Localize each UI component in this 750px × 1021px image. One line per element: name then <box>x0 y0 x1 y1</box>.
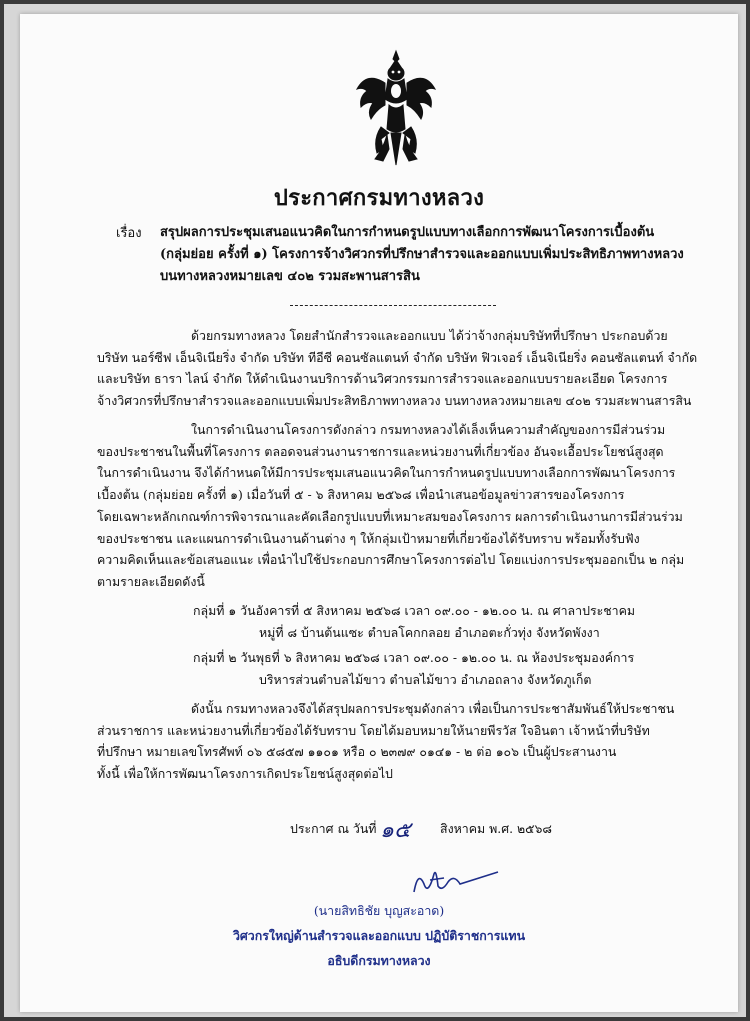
paragraph-line: ด้วยกรมทางหลวง โดยสำนักสำรวจและออกแบบ ได้ว่าจ้างกลุ่มบริษัทที่ปรึกษา ประกอบด้วย <box>191 328 668 343</box>
subject-text <box>160 222 720 288</box>
paragraph-line: และบริษัท ธารา ไลน์ จำกัด ให้ดำเนินงานบริการด้านวิศวกรรมการสำรวจและออกแบบรายละเอียด โครงการ <box>97 371 668 387</box>
subject-line: สรุปผลการประชุมเสนอแนวคิดในการกำหนดรูปแบบทางเลือกการพัฒนาโครงการเบื้องต้น <box>160 225 655 240</box>
scan-frame <box>4 4 746 1017</box>
group-line: หมู่ที่ ๘ บ้านต้นแซะ ตำบลโคกกลอย อำเภอตะกั่วทุ่ง จังหวัดพังงา <box>259 624 600 640</box>
meeting-group-2 <box>193 647 733 690</box>
paragraph-conclusion <box>97 698 722 785</box>
handwritten-day: ๑๕ <box>380 818 411 843</box>
paragraph-line: ของประชาชนในพื้นที่โครงการ ตลอดจนส่วนงานราชการและหน่วยงานที่เกี่ยวข้อง อันจะเอื้อประโยชน์สูงสุด <box>97 443 664 459</box>
paragraph-line: ในการดำเนินงาน จึงได้กำหนดให้มีการประชุมเสนอแนวคิดในการกำหนดรูปแบบทางเลือกการพัฒนาโครงการ <box>97 465 676 481</box>
group-line: กลุ่มที่ ๑ วันอังคารที่ ๕ สิงหาคม ๒๕๖๘ เวลา ๐๙.๐๐ - ๑๒.๐๐ น. ณ ศาลาประชาคม <box>193 603 636 618</box>
subject-line: (กลุ่มย่อย ครั้งที่ ๑) โครงการจ้างวิศวกรที่ปรึกษาสำรวจและออกแบบเพิ่มประสิทธิภาพทางหลวง <box>160 247 684 262</box>
paragraph-line: ในการดำเนินงานโครงการดังกล่าว กรมทางหลวงได้เล็งเห็นความสำคัญของการมีส่วนร่วม <box>191 422 666 437</box>
paragraph-intro <box>97 325 722 412</box>
signature-scribble <box>408 862 504 902</box>
announce-month-year: สิงหาคม พ.ศ. ๒๕๖๘ <box>440 821 552 836</box>
paragraph-line: ของประชาชน และแผนการดำเนินงานด้านต่าง ๆ ให้กลุ่มเป้าหมายที่เกี่ยวข้องได้รับทราบ พร้อมทั้งรับฟัง <box>97 530 640 546</box>
paragraph-line: ดังนั้น กรมทางหลวงจึงได้สรุปผลการประชุมดังกล่าว เพื่อเป็นการประชาสัมพันธ์ให้ประชาชน <box>191 701 675 716</box>
group-line: กลุ่มที่ ๒ วันพุธที่ ๖ สิงหาคม ๒๕๖๘ เวลา ๐๙.๐๐ - ๑๒.๐๐ น. ณ ห้องประชุมองค์การ <box>193 650 635 665</box>
announce-prefix: ประกาศ ณ วันที่ <box>290 821 377 836</box>
group-line: บริหารส่วนตำบลไม้ขาว ตำบลไม้ขาว อำเภอถลาง จังหวัดภูเก็ต <box>259 671 592 687</box>
paragraph-line: จ้างวิศวกรที่ปรึกษาสำรวจและออกแบบเพิ่มประสิทธิภาพทางหลวง บนทางหลวงหมายเลข ๔๐๒ รวมสะพานสารสิน <box>97 393 692 409</box>
signatory-office: อธิบดีกรมทางหลวง <box>327 953 431 968</box>
paragraph-line: บริษัท นอร์ซีฟ เอ็นจิเนียริ่ง จำกัด บริษัท ทีอีซี คอนซัลแตนท์ จำกัด บริษัท ฟิวเจอร์ เอ็นจิเนียริ่ง คอนซัลแตนท์ จำกัด <box>97 349 698 365</box>
subject-line: บนทางหลวงหมายเลข ๔๐๒ รวมสะพานสารสิน <box>160 269 420 284</box>
garuda-emblem <box>353 49 439 167</box>
meeting-group-1 <box>193 600 733 643</box>
paragraph-line: ที่ปรึกษา หมายเลขโทรศัพท์ ๐๖ ๕๘๕๗ ๑๑๐๑ หรือ ๐ ๒๓๗๙ ๐๑๔๑ - ๒ ต่อ ๑๐๖ เป็นผู้ประสานงาน <box>97 744 617 760</box>
paragraph-line: ส่วนราชการ และหน่วยงานที่เกี่ยวข้องได้รับทราบ โดยได้มอบหมายให้นายพีรวัส ใจอินตา เจ้าหน้าที่บริษัท <box>97 722 650 738</box>
paragraph-line: ทั้งนี้ เพื่อให้การพัฒนาโครงการเกิดประโยชน์สูงสุดต่อไป <box>97 766 393 782</box>
subject-label: เรื่อง <box>116 226 142 241</box>
document-page <box>20 14 738 1012</box>
paragraph-line: ตามรายละเอียดดังนี้ <box>97 573 205 589</box>
paragraph-line: ความคิดเห็นและข้อเสนอแนะ เพื่อนำไปใช้ประกอบการศึกษาโครงการต่อไป โดยแบ่งการประชุมออกเป็น ๒ กลุ่ม <box>97 552 685 568</box>
signatory-position: วิศวกรใหญ่ด้านสำรวจและออกแบบ ปฏิบัติราชการแทน <box>232 928 526 943</box>
divider-line <box>290 305 496 306</box>
paragraph-line: โดยเฉพาะหลักเกณฑ์การพิจารณาและคัดเลือกรูปแบบที่เหมาะสมของโครงการ ผลการดำเนินงานการมีส่วนร่วม <box>97 508 683 524</box>
page-title: ประกาศกรมทางหลวง <box>273 185 485 211</box>
signatory-name: (นายสิทธิชัย บุญสะอาด) <box>313 903 445 918</box>
paragraph-details <box>97 419 722 593</box>
paragraph-line: เบื้องต้น (กลุ่มย่อย ครั้งที่ ๑) เมื่อวันที่ ๕ - ๖ สิงหาคม ๒๕๖๘ เพื่อนำเสนอข้อมูลข่าวสารของโครงการ <box>97 487 625 503</box>
